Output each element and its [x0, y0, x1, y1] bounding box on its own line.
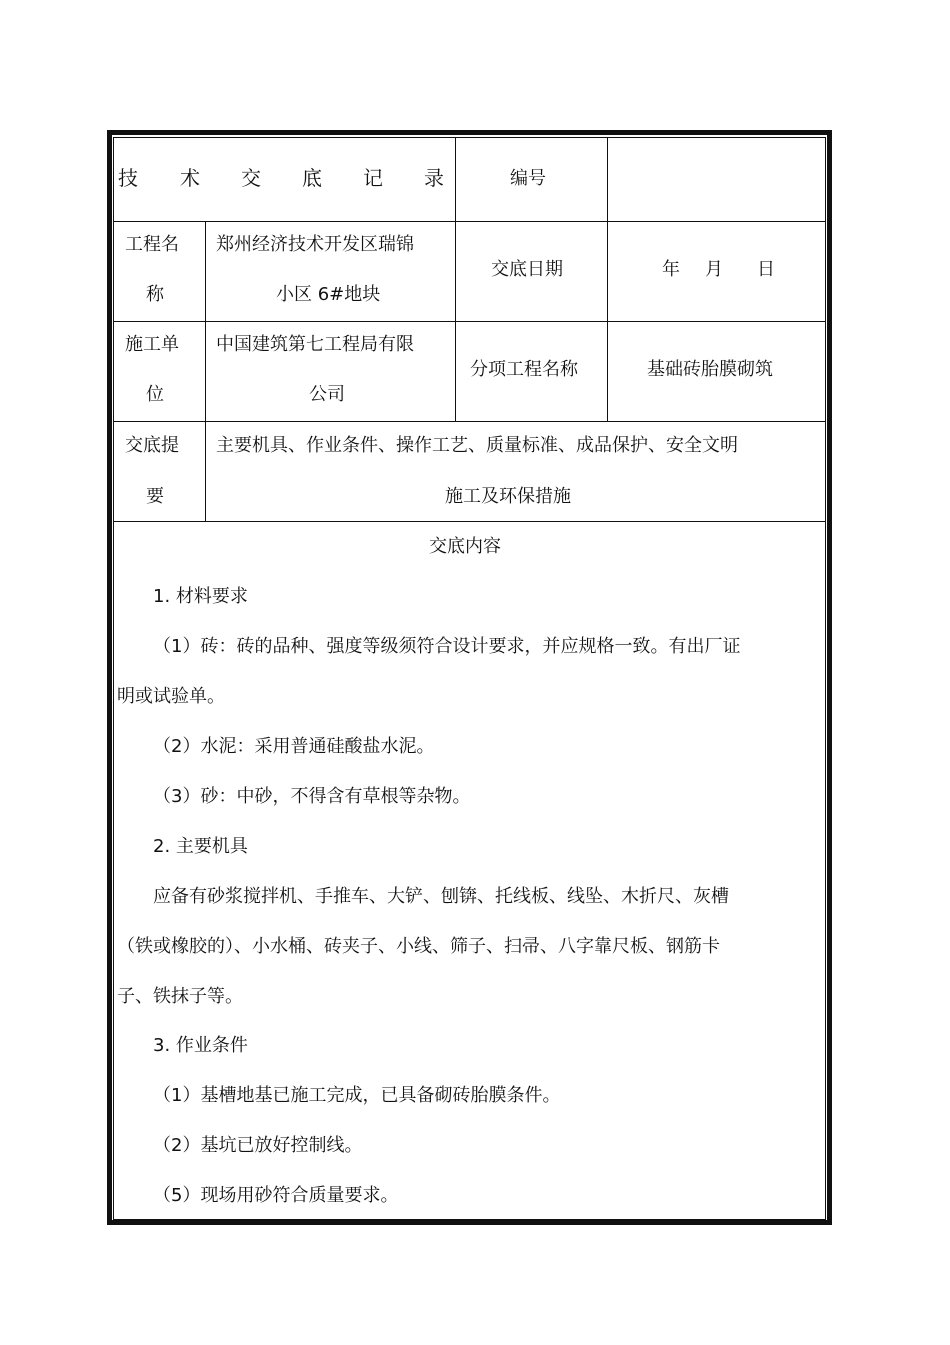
form-title-char: 技: [118, 166, 138, 190]
date-month: 月: [705, 259, 723, 280]
form-title-char: 录: [424, 166, 444, 190]
contractor-name: 中国建筑第七工程局有限: [216, 334, 414, 355]
summary-label: 要: [146, 486, 164, 507]
row-divider: [113, 321, 826, 322]
contractor-label: 施工单: [125, 334, 179, 355]
contractor-name: 公司: [309, 384, 345, 405]
contractor-label: 位: [146, 384, 164, 405]
content-heading: 交底内容: [429, 536, 501, 557]
summary-text: 施工及环保措施: [445, 486, 571, 507]
project-label: 工程名: [125, 234, 179, 255]
sub-project-label: 分项工程名称: [470, 359, 578, 380]
content-line: 子、铁抹子等。: [117, 986, 243, 1007]
row-divider: [113, 521, 826, 522]
content-line: （2）水泥：采用普通硅酸盐水泥。: [153, 736, 435, 757]
project-label: 称: [146, 284, 164, 305]
sub-project-value: 基础砖胎膜砌筑: [647, 359, 773, 380]
form-title-char: 交: [241, 166, 261, 190]
summary-text: 主要机具、作业条件、操作工艺、质量标准、成品保护、安全文明: [216, 435, 738, 456]
section-heading: 2. 主要机具: [153, 836, 248, 857]
section-heading: 3. 作业条件: [153, 1035, 248, 1056]
form-title-char: 底: [302, 166, 322, 190]
column-divider: [607, 137, 608, 421]
date-year: 年: [662, 259, 680, 280]
content-line: （1）砖：砖的品种、强度等级须符合设计要求，并应规格一致。有出厂证: [153, 636, 741, 657]
summary-label: 交底提: [125, 435, 179, 456]
number-label: 编号: [510, 168, 546, 189]
form-title-char: 记: [363, 166, 383, 190]
content-line: （5）现场用砂符合质量要求。: [153, 1185, 399, 1206]
project-name: 郑州经济技术开发区瑞锦: [216, 234, 414, 255]
content-line: 明或试验单。: [117, 686, 225, 707]
form-title-char: 术: [180, 166, 200, 190]
row-divider: [113, 421, 826, 422]
date-label: 交底日期: [491, 259, 563, 280]
column-divider: [455, 137, 456, 421]
content-line: （3）砂：中砂，不得含有草根等杂物。: [153, 786, 471, 807]
date-day: 日: [757, 259, 775, 280]
column-divider: [205, 221, 206, 521]
content-line: （1）基槽地基已施工完成，已具备砌砖胎膜条件。: [153, 1085, 561, 1106]
content-line: （铁或橡胶的）、小水桶、砖夹子、小线、筛子、扫帚、八字靠尺板、钢筋卡: [117, 936, 720, 957]
content-line: （2）基坑已放好控制线。: [153, 1135, 363, 1156]
section-heading: 1. 材料要求: [153, 586, 248, 607]
project-name: 小区 6#地块: [276, 284, 381, 305]
row-divider: [113, 221, 826, 222]
content-line: 应备有砂浆搅拌机、手推车、大铲、刨锛、托线板、线坠、木折尺、灰槽: [153, 886, 729, 907]
